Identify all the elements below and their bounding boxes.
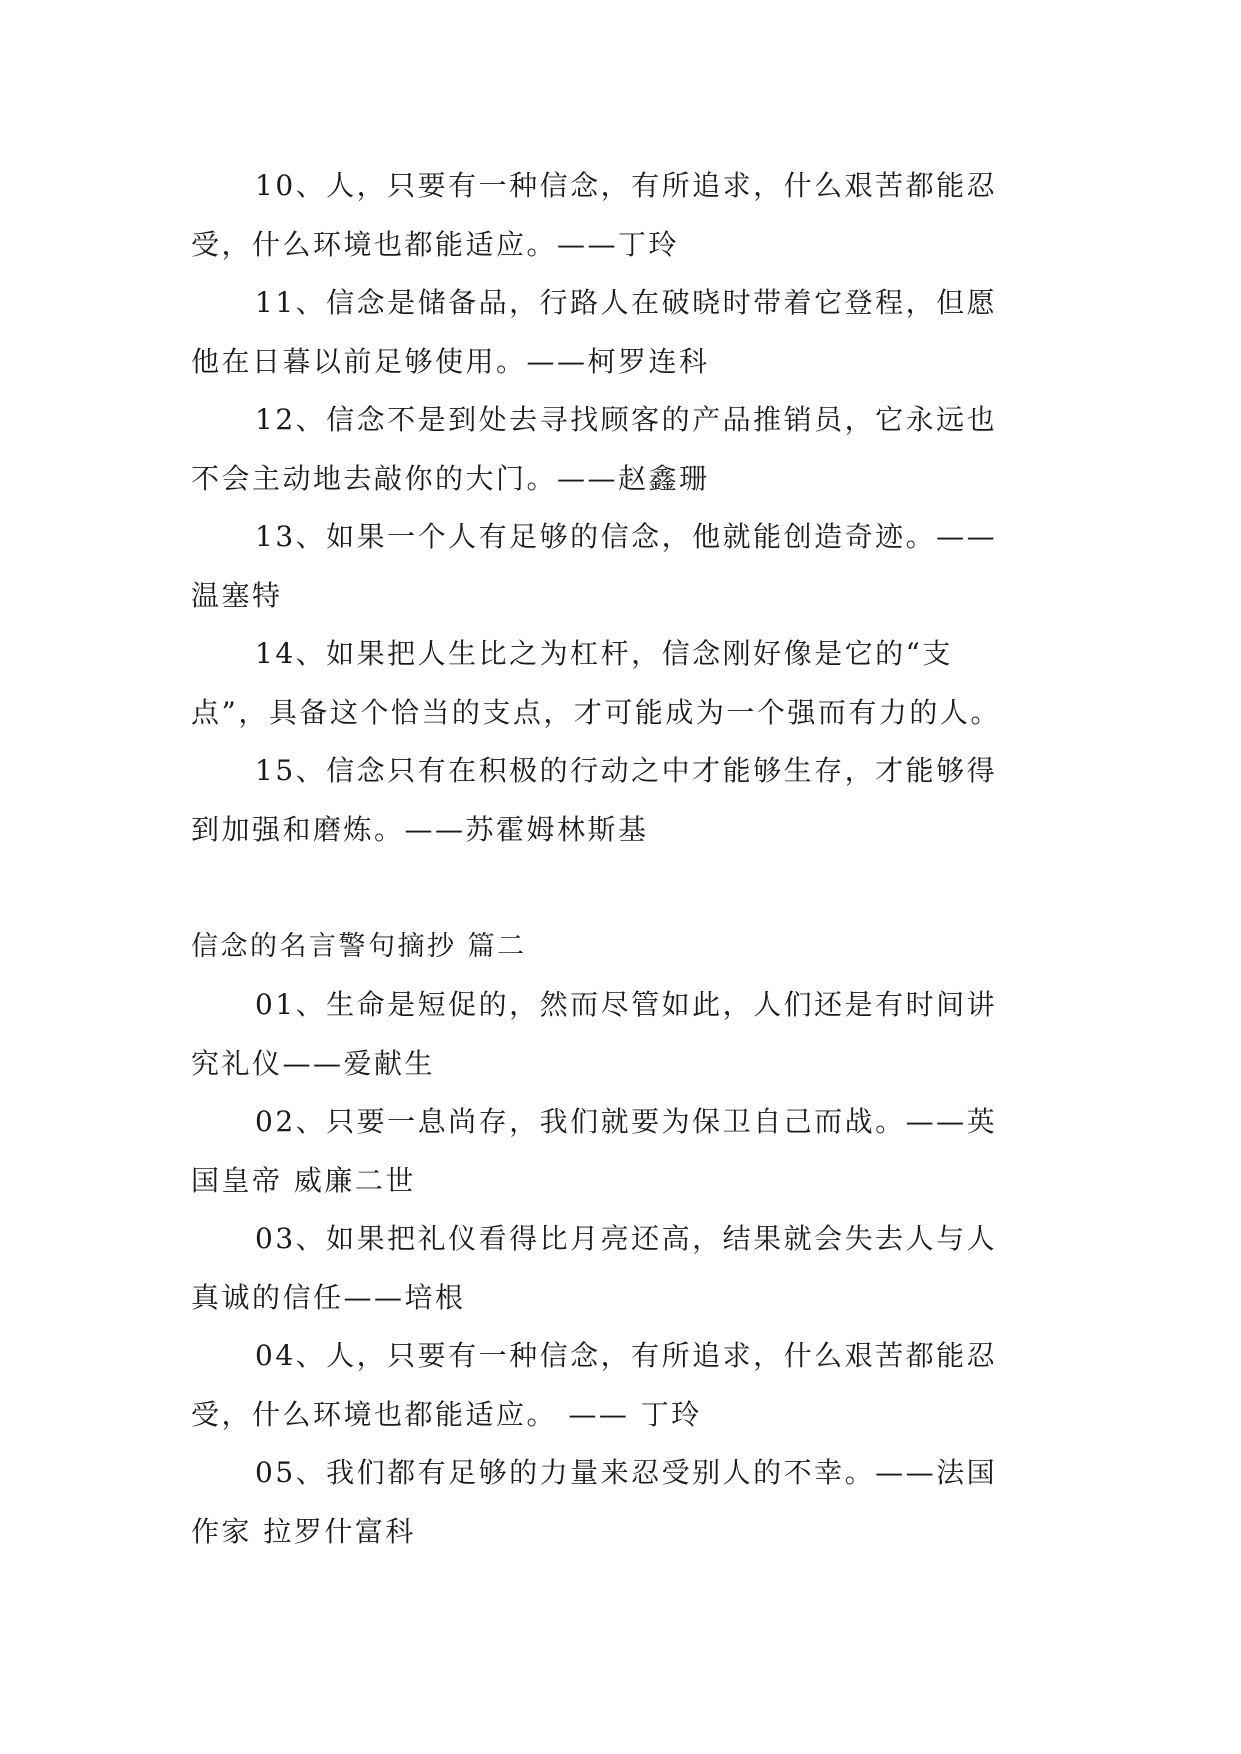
quote-line: 不会主动地去敲你的大门。——赵鑫珊 xyxy=(191,461,710,495)
quote-line: 真诚的信任——培根 xyxy=(191,1280,466,1314)
quote-line: 国皇帝 威廉二世 xyxy=(191,1163,416,1197)
quote-line: 到加强和磨炼。——苏霍姆林斯基 xyxy=(191,812,649,846)
quote-item xyxy=(191,1444,1071,1561)
quote-item xyxy=(191,391,1071,508)
quote-line: 13、如果一个人有足够的信念，他就能创造奇迹。—— xyxy=(255,520,998,553)
quote-line: 03、如果把礼仪看得比月亮还高，结果就会失去人与人 xyxy=(255,1222,998,1255)
quote-item xyxy=(191,1327,1071,1444)
quote-line: 12、信念不是到处去寻找顾客的产品推销员，它永远也 xyxy=(255,403,998,436)
quote-item xyxy=(191,742,1071,859)
quote-line: 受，什么环境也都能适应。 —— 丁玲 xyxy=(191,1397,702,1431)
quote-line: 他在日暮以前足够使用。——柯罗连科 xyxy=(191,344,710,378)
quote-item xyxy=(191,625,1071,742)
quote-line: 温塞特 xyxy=(191,578,283,612)
quote-line: 14、如果把人生比之为杠杆，信念刚好像是它的“支 xyxy=(255,637,953,670)
quote-line: 究礼仪——爱献生 xyxy=(191,1046,436,1080)
quote-line: 15、信念只有在积极的行动之中才能够生存，才能够得 xyxy=(255,754,998,787)
quote-line: 10、人，只要有一种信念，有所追求，什么艰苦都能忍 xyxy=(255,169,998,202)
quote-item xyxy=(191,274,1071,391)
quote-item xyxy=(191,1210,1071,1327)
quote-line: 11、信念是储备品，行路人在破晓时带着它登程，但愿 xyxy=(255,286,998,319)
section-heading: 信念的名言警句摘抄 篇二 xyxy=(191,930,527,962)
quote-line: 点”，具备这个恰当的支点，才可能成为一个强而有力的人。 xyxy=(191,695,1001,729)
document-body xyxy=(191,157,1071,1561)
quote-line: 作家 拉罗什富科 xyxy=(191,1514,416,1548)
quote-line: 04、人，只要有一种信念，有所追求，什么艰苦都能忍 xyxy=(255,1339,998,1372)
quote-item xyxy=(191,1093,1071,1210)
quote-item xyxy=(191,508,1071,625)
quote-line: 02、只要一息尚存，我们就要为保卫自己而战。——英 xyxy=(255,1105,998,1138)
quote-line: 01、生命是短促的，然而尽管如此，人们还是有时间讲 xyxy=(255,988,998,1021)
section-spacer xyxy=(191,859,1071,918)
quote-item xyxy=(191,976,1071,1093)
quote-line: 受，什么环境也都能适应。——丁玲 xyxy=(191,227,680,261)
quote-line: 05、我们都有足够的力量来忍受别人的不幸。——法国 xyxy=(255,1456,998,1489)
quote-item xyxy=(191,157,1071,274)
